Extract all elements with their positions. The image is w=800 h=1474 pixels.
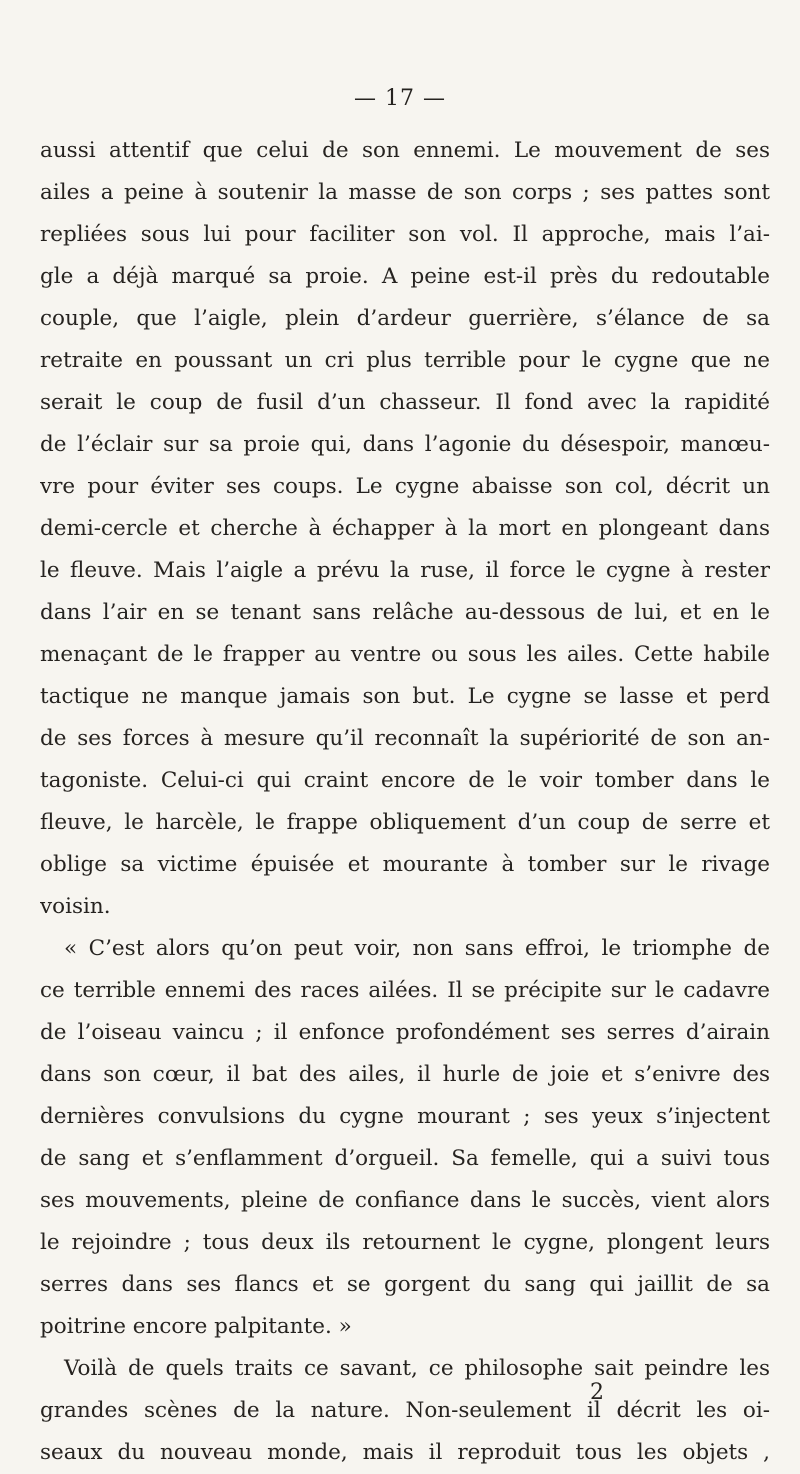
text-line: voisin. [40, 894, 111, 919]
page-number: — 17 — [354, 86, 446, 111]
text-line: tagoniste. Celui-ci qui craint encore de le voir tomber dans le [40, 768, 770, 793]
text-line: de sang et s’enflamment d’orgueil. Sa femelle, qui a suivi tous [40, 1146, 770, 1171]
text-line: de ses forces à mesure qu’il reconnaît la supériorité de son an- [40, 726, 770, 751]
text-line: menaçant de le frapper au ventre ou sous les ailes. Cette habile [40, 642, 770, 667]
text-line: fleuve, le harcèle, le frappe obliquement d’un coup de serre et [40, 810, 770, 835]
text-line: grandes scènes de la nature. Non-seulement il décrit les oi- [40, 1398, 770, 1423]
text-line: tactique ne manque jamais son but. Le cygne se lasse et perd [40, 684, 770, 709]
text-line: poitrine encore palpitante. » [40, 1314, 352, 1339]
text-line: dernières convulsions du cygne mourant ; ses yeux s’injectent [40, 1104, 770, 1129]
text-line: demi-cercle et cherche à échapper à la mort en plongeant dans [40, 516, 770, 541]
text-line: le fleuve. Mais l’aigle a prévu la ruse, il force le cygne à rester [40, 558, 770, 583]
text-line: de l’oiseau vaincu ; il enfonce profondément ses serres d’airain [40, 1020, 770, 1045]
text-line: repliées sous lui pour faciliter son vol. Il approche, mais l’ai- [40, 222, 770, 247]
text-line: ailes a peine à soutenir la masse de son corps ; ses pattes sont [40, 180, 770, 205]
text-line: ce terrible ennemi des races ailées. Il se précipite sur le cadavre [40, 978, 770, 1003]
text-line: couple, que l’aigle, plein d’ardeur guerrière, s’élance de sa [40, 306, 770, 331]
page-text [40, 130, 770, 1474]
text-line: serres dans ses flancs et se gorgent du sang qui jaillit de sa [40, 1272, 770, 1297]
text-line: Voilà de quels traits ce savant, ce philosophe sait peindre les [64, 1356, 770, 1381]
text-line: de l’éclair sur sa proie qui, dans l’agonie du désespoir, manœu- [40, 432, 770, 457]
text-line: retraite en poussant un cri plus terrible pour le cygne que ne [40, 348, 770, 373]
text-line: oblige sa victime épuisée et mourante à tomber sur le rivage [40, 852, 770, 877]
text-line: gle a déjà marqué sa proie. A peine est-il près du redoutable [40, 264, 770, 289]
text-line: dans l’air en se tenant sans relâche au-dessous de lui, et en le [40, 600, 770, 625]
text-line: serait le coup de fusil d’un chasseur. Il fond avec la rapidité [40, 390, 770, 415]
text-line: ses mouvements, pleine de confiance dans le succès, vient alors [40, 1188, 770, 1213]
text-line: le rejoindre ; tous deux ils retournent le cygne, plongent leurs [40, 1230, 770, 1255]
text-line: vre pour éviter ses coups. Le cygne abaisse son col, décrit un [40, 474, 770, 499]
text-line: dans son cœur, il bat des ailes, il hurle de joie et s’enivre des [40, 1062, 770, 1087]
signature-mark: 2 [590, 1380, 604, 1405]
text-line: aussi attentif que celui de son ennemi. Le mouvement de ses [40, 138, 770, 163]
text-line: « C’est alors qu’on peut voir, non sans effroi, le triomphe de [64, 936, 770, 961]
text-line: seaux du nouveau monde, mais il reproduit tous les objets , [40, 1440, 770, 1465]
